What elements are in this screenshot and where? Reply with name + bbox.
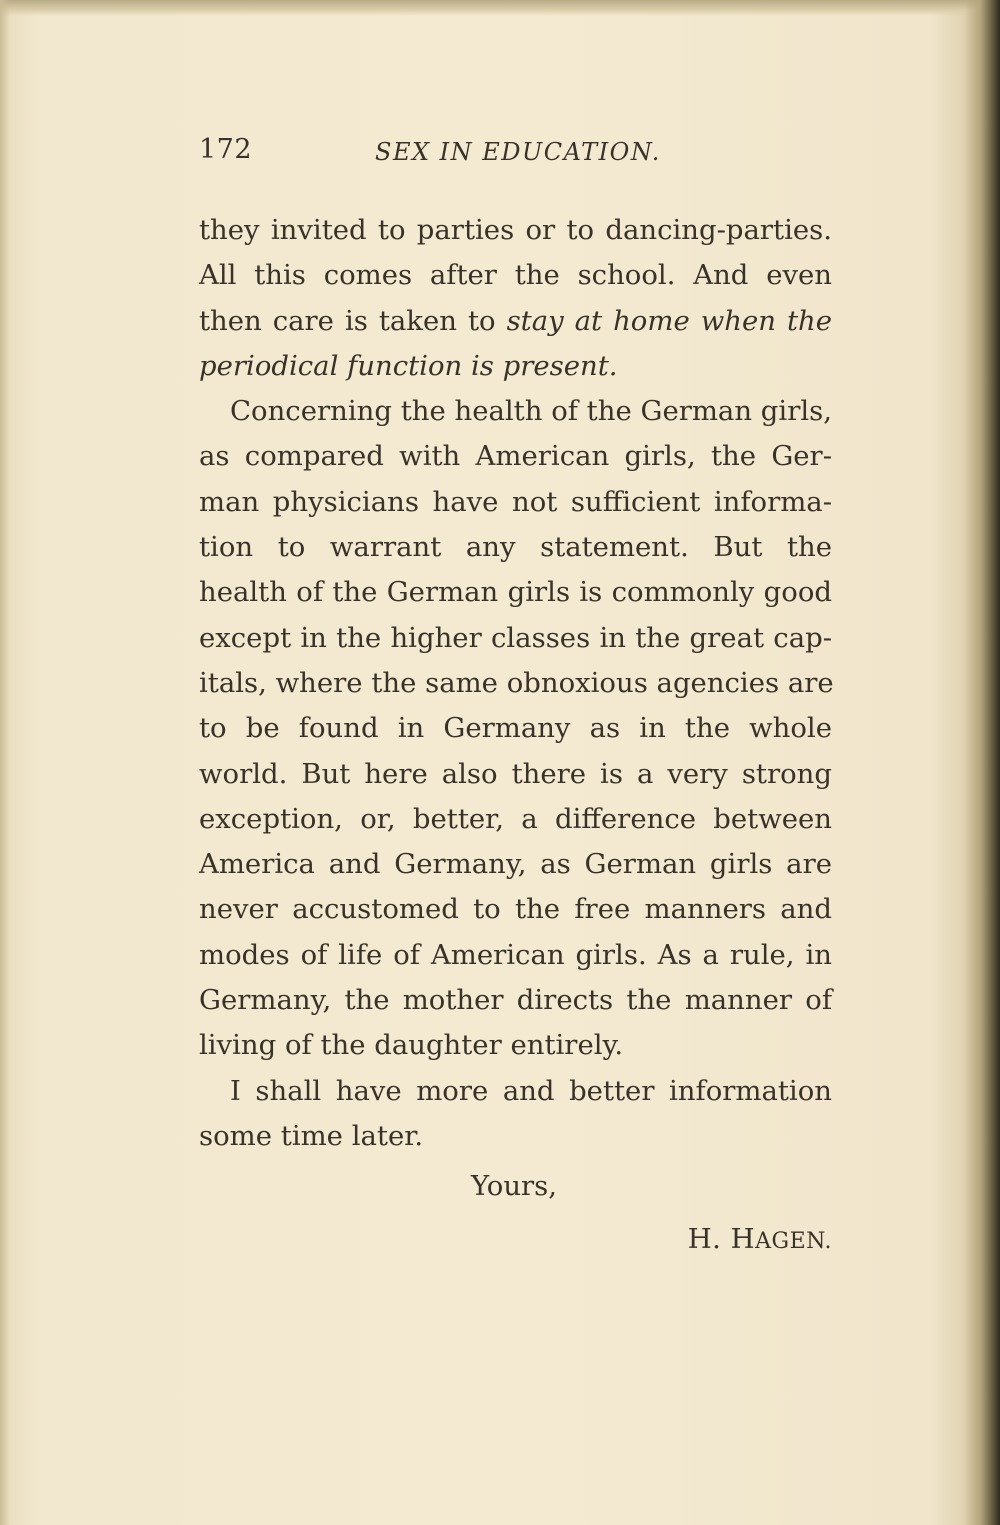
text-line <box>199 344 832 389</box>
text-line: America and Germany, as German girls are <box>199 848 832 881</box>
text-line: to be found in Germany as in the whole <box>199 712 832 745</box>
text-line: tion to warrant any statement. But the <box>199 531 832 564</box>
paragraph-start: Concerning the health of the German girls, <box>230 395 832 428</box>
page-gutter-shadow <box>0 0 10 1525</box>
text-line: some time later. <box>199 1119 424 1152</box>
paragraph-start: I shall have more and better information <box>230 1074 832 1107</box>
text-line: world. But here also there is a very strong <box>199 757 832 790</box>
text-line: as compared with American girls, the Ger- <box>199 440 832 473</box>
text-line: man physicians have not sufficient informa- <box>199 485 832 518</box>
text-line: they invited to parties or to dancing-parties. <box>199 214 832 246</box>
book-spine-edge <box>964 0 1000 1525</box>
italic-phrase: periodical function is present. <box>199 349 618 382</box>
running-title: SEX IN EDUCATION. <box>375 138 661 166</box>
text-line: exception, or, better, a difference between <box>199 802 832 835</box>
text-line: living of the daughter entirely. <box>199 1029 624 1062</box>
text-line: modes of life of American girls. As a rule, in <box>199 938 832 971</box>
text-line: All this comes after the school. And even <box>199 259 832 292</box>
signature-small-caps: AGEN. <box>755 1229 832 1254</box>
page-number: 172 <box>199 134 253 165</box>
page-top-edge <box>0 0 1000 16</box>
valediction: Yours, <box>471 1170 558 1202</box>
body-text <box>199 208 832 1159</box>
signature-initial: H. H <box>687 1223 756 1255</box>
text-line: Germany, the mother directs the manner of <box>199 984 832 1017</box>
page-header <box>199 134 839 174</box>
text-line <box>199 299 832 344</box>
signature <box>688 1217 832 1264</box>
text-line: health of the German girls is commonly good <box>199 576 832 609</box>
italic-phrase: stay at home when the <box>506 304 832 337</box>
text-fragment: then care is taken to <box>199 304 507 337</box>
text-line: itals, where the same obnoxious agencies are <box>199 666 834 699</box>
text-line: except in the higher classes in the great cap- <box>199 621 832 654</box>
text-line: never accustomed to the free manners and <box>199 893 832 926</box>
